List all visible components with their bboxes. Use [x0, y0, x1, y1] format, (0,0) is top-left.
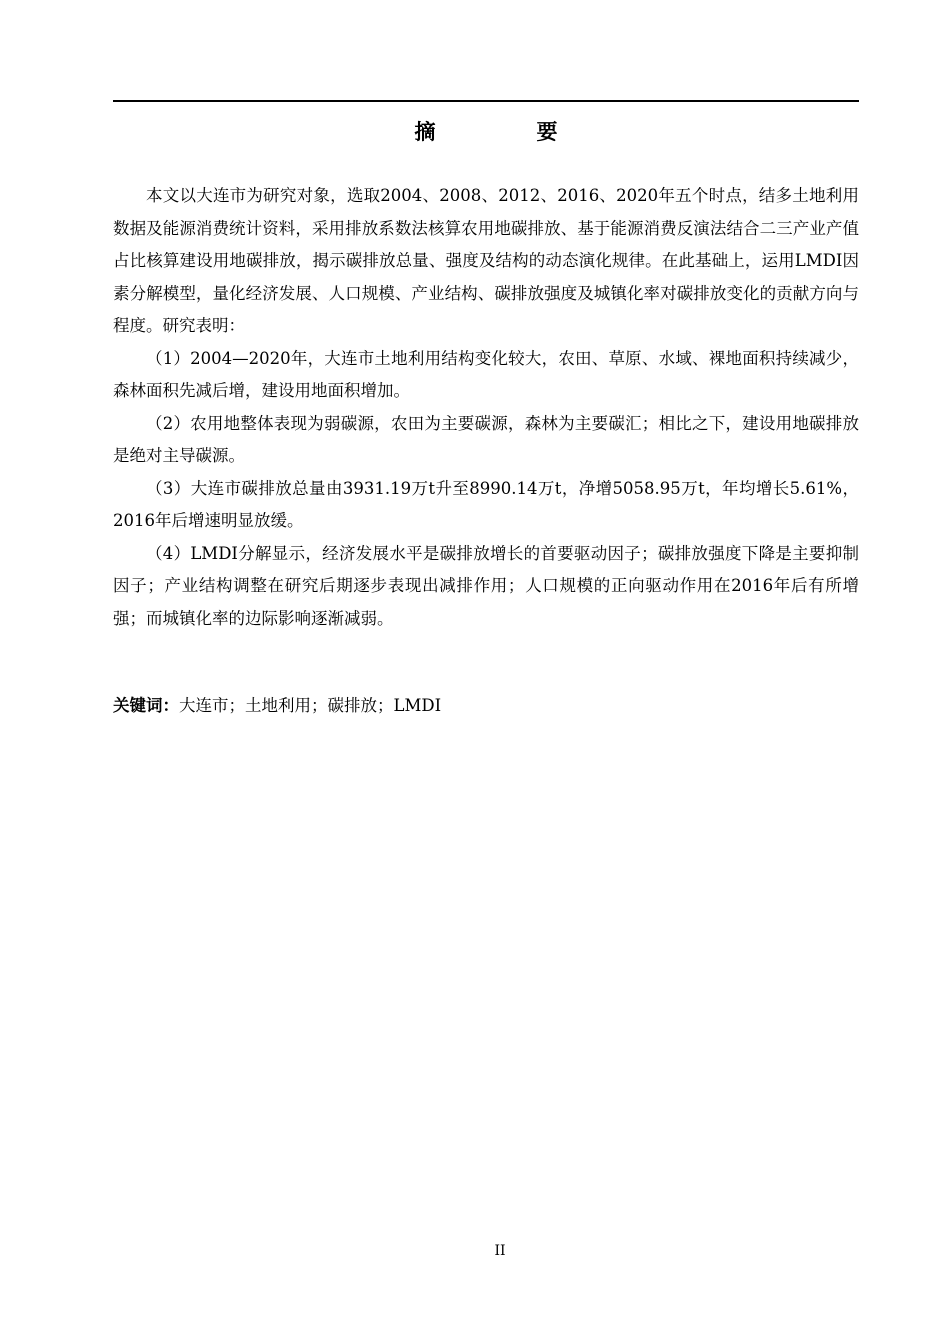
- keywords-label: 关键词：: [113, 696, 179, 715]
- abstract-title: 摘 要: [414, 120, 598, 144]
- keywords-line: [113, 690, 859, 722]
- abstract-finding-4: （4）LMDI分解显示，经济发展水平是碳排放增长的首要驱动因子；碳排放强度下降是主要抑制因子；产业结构调整在研究后期逐步表现出减排作用；人口规模的正向驱动作用在2016年后有所增强；而城镇化率的边际影响逐渐减弱。: [113, 543, 859, 628]
- abstract-paragraph-intro: 本文以大连市为研究对象，选取2004、2008、2012、2016、2020年五个时点，结多土地利用数据及能源消费统计资料，采用排放系数法核算农用地碳排放、基于能源消费反演法结合二三产业产值占比核算建设用地碳排放，揭示碳排放总量、强度及结构的动态演化规律。在此基础上，运用LMDI因素分解模型，量化经济发展、人口规模、产业结构、碳排放强度及城镇化率对碳排放变化的贡献方向与程度。研究表明：: [113, 186, 859, 335]
- header-rule: [113, 100, 859, 102]
- abstract-finding-3: （3）大连市碳排放总量由3931.19万t升至8990.14万t，净增5058.95万t，年均增长5.61%，2016年后增速明显放缓。: [113, 478, 859, 530]
- page-number: II: [494, 1243, 506, 1259]
- abstract-finding-1: （1）2004—2020年，大连市土地利用结构变化较大，农田、草原、水域、裸地面积持续减少，森林面积先减后增，建设用地面积增加。: [113, 348, 859, 400]
- abstract-body: [113, 180, 859, 635]
- abstract-finding-2: （2）农用地整体表现为弱碳源，农田为主要碳源，森林为主要碳汇；相比之下，建设用地碳排放是绝对主导碳源。: [113, 413, 859, 465]
- keywords-text: 大连市；土地利用；碳排放；LMDI: [179, 696, 442, 715]
